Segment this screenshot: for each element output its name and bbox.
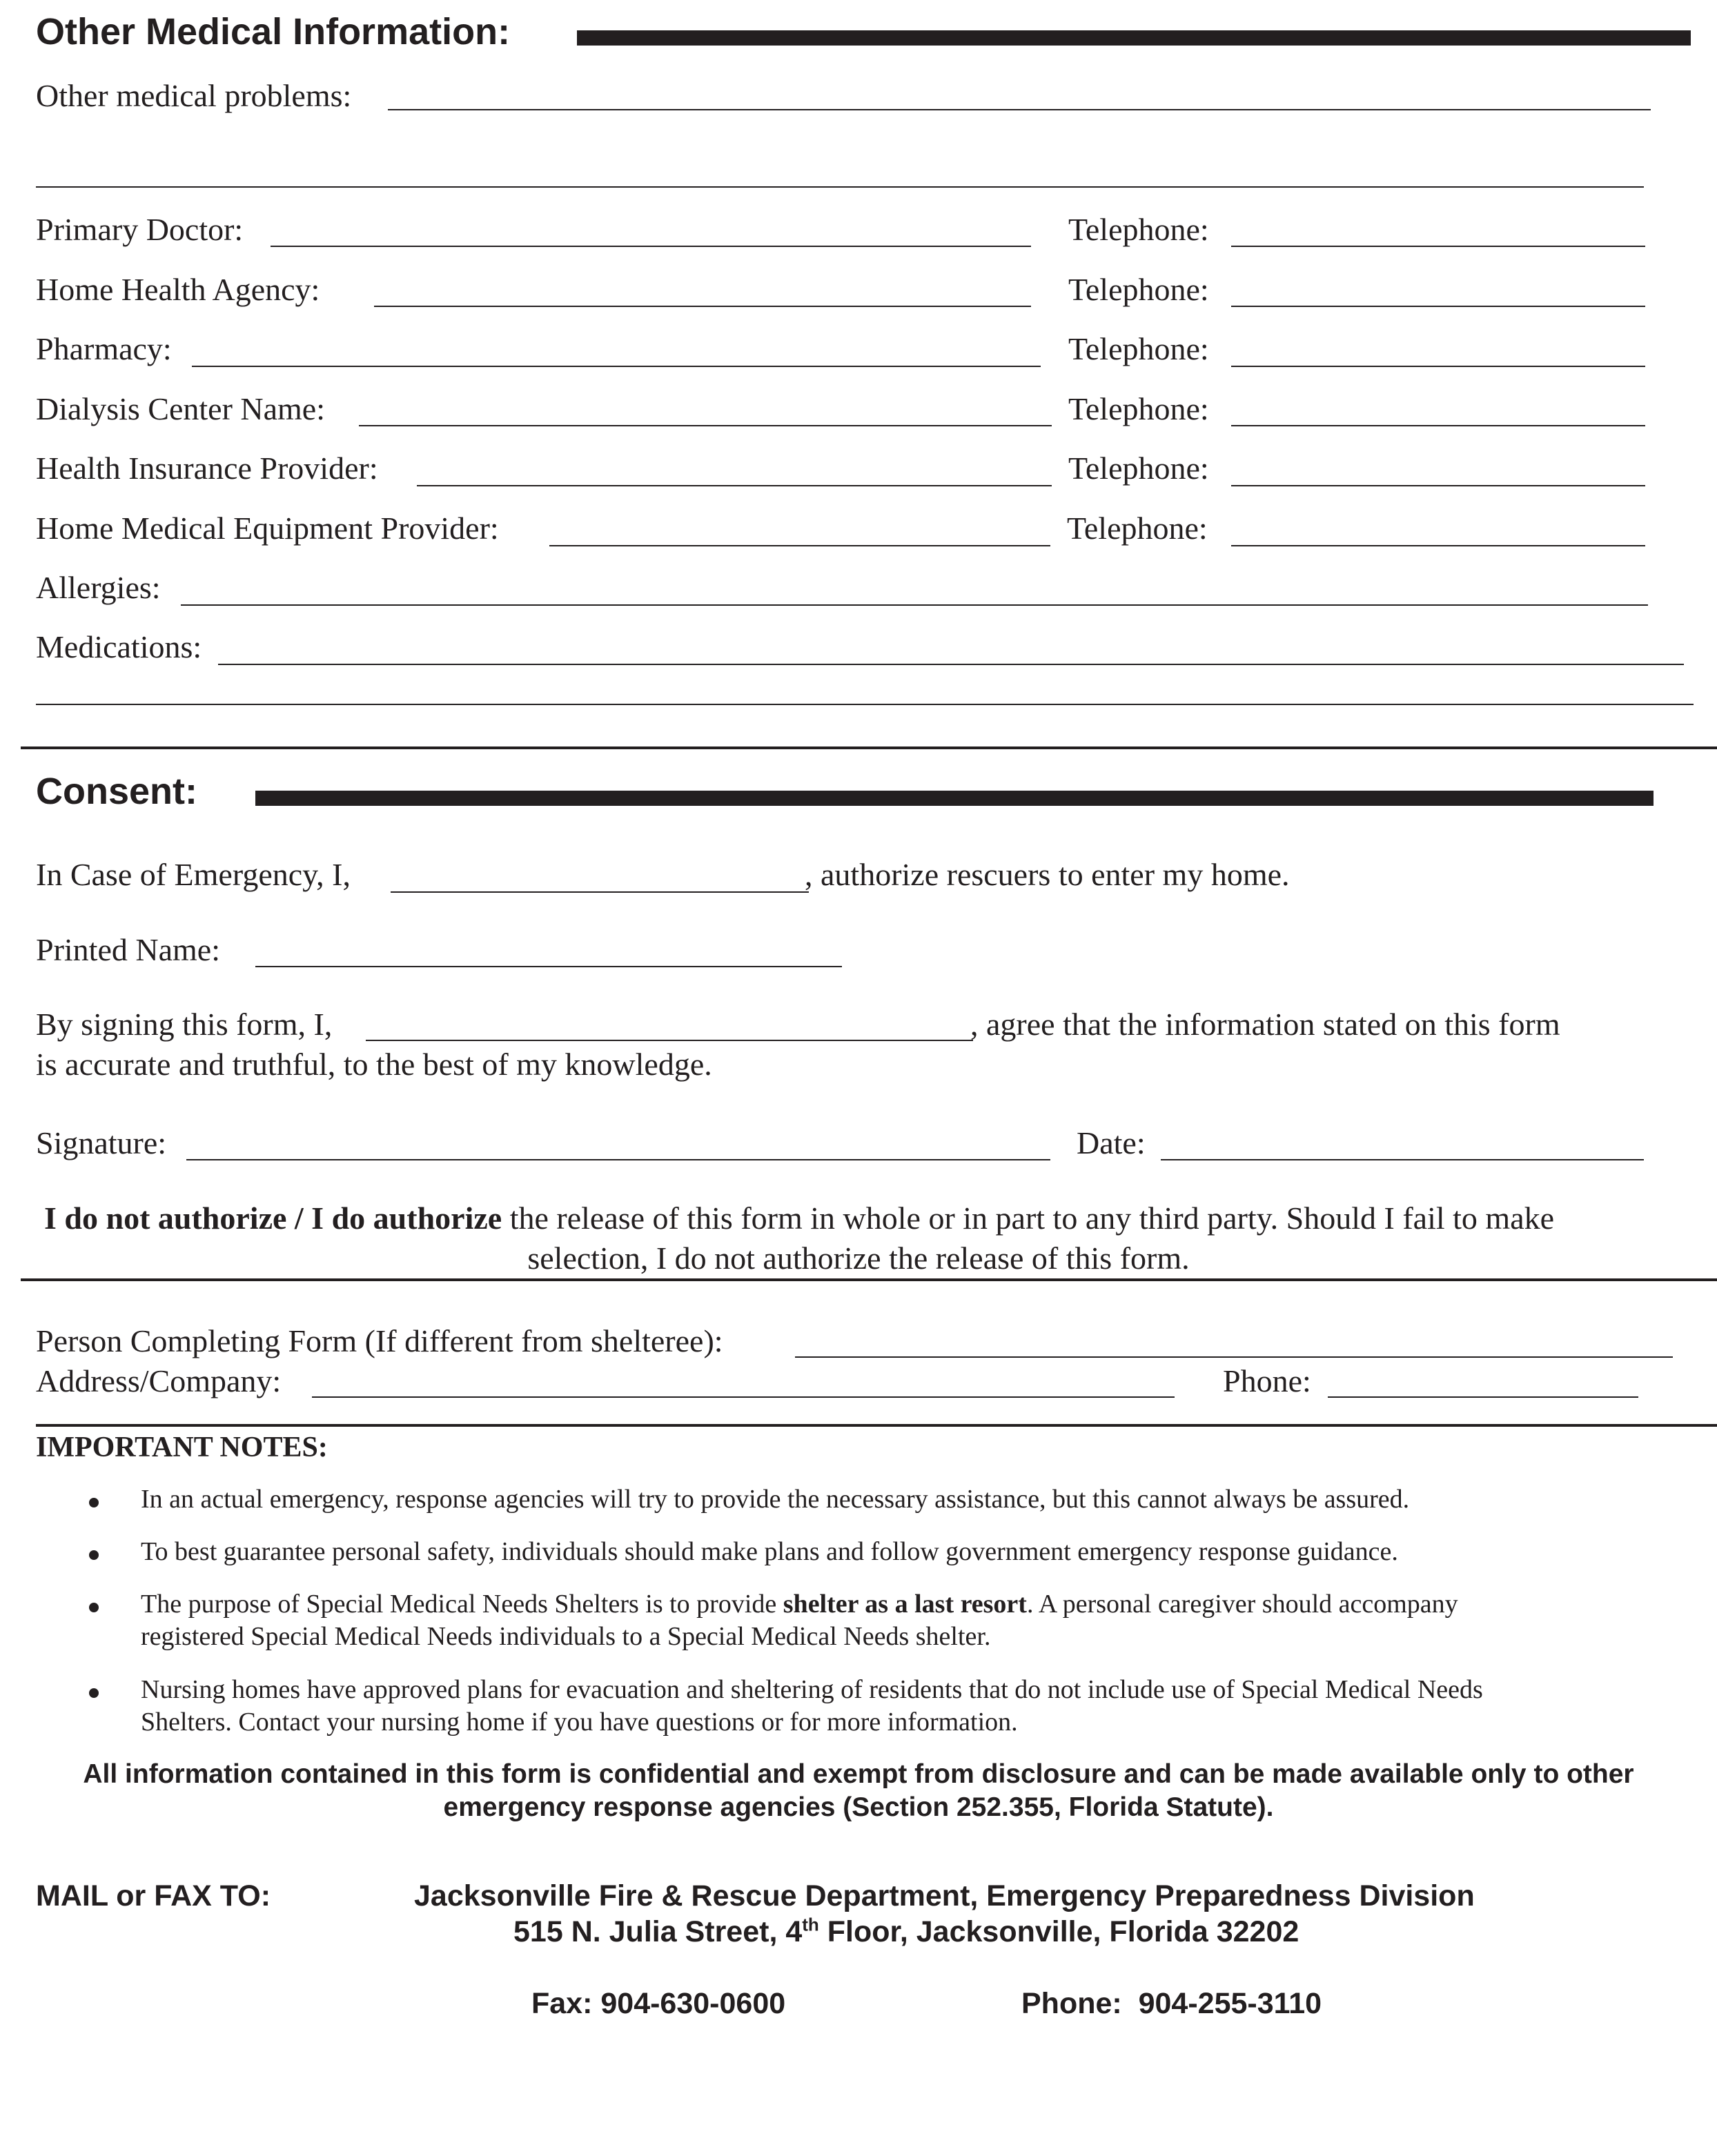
dialysis-telephone-label: Telephone: (1068, 391, 1209, 426)
note-4-line2: Shelters. Contact your nursing home if you have questions or for more information. (141, 1708, 1018, 1737)
note-1: In an actual emergency, response agencies will try to provide the necessary assistance, but this cannot always be assured. (141, 1485, 1410, 1514)
signature-label: Signature: (36, 1125, 167, 1160)
note-3 (141, 1588, 1458, 1621)
authorize-line2: selection, I do not authorize the release of this form. (527, 1240, 1190, 1276)
emergency-name-field[interactable] (391, 891, 809, 893)
pharmacy-label: Pharmacy: (36, 331, 172, 366)
home-health-field[interactable] (374, 306, 1031, 307)
consent-section-heading: Consent: (36, 771, 197, 812)
heading-bar (577, 30, 1691, 46)
signing-line2: is accurate and truthful, to the best of my knowledge. (36, 1047, 712, 1082)
bullet-icon (89, 1550, 99, 1560)
allergies-field[interactable] (181, 604, 1648, 606)
confidential-line2: emergency response agencies (Section 252.355, Florida Statute). (443, 1792, 1274, 1822)
equipment-telephone-label: Telephone: (1067, 511, 1208, 546)
note-3-line2: registered Special Medical Needs individuals to a Special Medical Needs shelter. (141, 1622, 991, 1651)
home-health-telephone-field[interactable] (1231, 306, 1645, 307)
consent-heading-bar (255, 791, 1654, 806)
primary-doctor-telephone-field[interactable] (1231, 246, 1645, 247)
mail-address-pre: 515 N. Julia Street, 4 (513, 1915, 803, 1948)
insurance-field[interactable] (417, 485, 1052, 486)
printed-name-label: Printed Name: (36, 932, 220, 967)
mail-address (513, 1914, 1299, 1950)
bullet-icon (89, 1603, 99, 1612)
address-company-field[interactable] (312, 1396, 1175, 1398)
signing-prefix: By signing this form, I, (36, 1007, 333, 1042)
date-label: Date: (1077, 1125, 1146, 1160)
pharmacy-field[interactable] (192, 366, 1041, 367)
note-3-pre: The purpose of Special Medical Needs Shelters is to provide (141, 1590, 783, 1619)
other-problems-label: Other medical problems: (36, 78, 352, 113)
signature-field[interactable] (186, 1159, 1050, 1160)
primary-doctor-telephone-label: Telephone: (1068, 212, 1209, 247)
phone-number: Phone: 904-255-3110 (1021, 1987, 1322, 2020)
other-problems-field-line2[interactable] (36, 186, 1644, 188)
authorize-choice[interactable]: I do not authorize / I do authorize (44, 1200, 502, 1236)
completer-phone-label: Phone: (1223, 1363, 1311, 1398)
equipment-field[interactable] (549, 545, 1050, 546)
completer-phone-field[interactable] (1328, 1396, 1638, 1398)
bullet-icon (89, 1688, 99, 1698)
emergency-suffix: , authorize rescuers to enter my home. (805, 857, 1290, 892)
equipment-telephone-field[interactable] (1231, 545, 1645, 546)
section-divider (36, 1424, 1717, 1427)
dialysis-label: Dialysis Center Name: (36, 391, 326, 426)
note-3-post: . A personal caregiver should accompany (1026, 1590, 1458, 1619)
signing-suffix: , agree that the information stated on this form (970, 1007, 1560, 1042)
allergies-label: Allergies: (36, 570, 161, 605)
fax-number: Fax: 904-630-0600 (531, 1987, 786, 2020)
notes-heading: IMPORTANT NOTES: (36, 1432, 328, 1463)
home-health-telephone-label: Telephone: (1068, 272, 1209, 307)
emergency-prefix: In Case of Emergency, I, (36, 857, 351, 892)
note-2: To best guarantee personal safety, individuals should make plans and follow government emergency response guidance. (141, 1537, 1398, 1566)
medications-label: Medications: (36, 629, 202, 664)
signing-name-field[interactable] (366, 1040, 973, 1041)
address-company-label: Address/Company: (36, 1363, 282, 1398)
primary-doctor-label: Primary Doctor: (36, 212, 244, 247)
dialysis-field[interactable] (359, 425, 1052, 426)
home-health-label: Home Health Agency: (36, 272, 320, 307)
primary-doctor-field[interactable] (271, 246, 1031, 247)
authorize-statement (44, 1200, 1554, 1237)
section-divider (21, 1278, 1717, 1281)
note-4-line1: Nursing homes have approved plans for evacuation and sheltering of residents that do not include use of Special Medical Needs (141, 1675, 1483, 1704)
equipment-label: Home Medical Equipment Provider: (36, 511, 499, 546)
medications-field[interactable] (218, 664, 1684, 665)
other-problems-field[interactable] (388, 109, 1651, 110)
mail-address-sup: th (802, 1914, 819, 1935)
insurance-label: Health Insurance Provider: (36, 451, 378, 486)
authorize-rest: the release of this form in whole or in part to any third party. Should I fail to make (502, 1200, 1555, 1236)
mail-address-post: Floor, Jacksonville, Florida 32202 (818, 1915, 1299, 1948)
mail-label: MAIL or FAX TO: (36, 1879, 271, 1912)
pharmacy-telephone-field[interactable] (1231, 366, 1645, 367)
pharmacy-telephone-label: Telephone: (1068, 331, 1209, 366)
insurance-telephone-label: Telephone: (1068, 451, 1209, 486)
medications-field-line2[interactable] (36, 704, 1694, 705)
date-field[interactable] (1161, 1159, 1644, 1160)
confidential-line1: All information contained in this form is confidential and exempt from disclosure and can be made available only to other (83, 1759, 1634, 1789)
insurance-telephone-field[interactable] (1231, 485, 1645, 486)
section-divider (21, 746, 1717, 749)
note-3-bold: shelter as a last resort (783, 1590, 1027, 1619)
person-completing-label: Person Completing Form (If different from shelteree): (36, 1323, 723, 1358)
mail-org: Jacksonville Fire & Rescue Department, Emergency Preparedness Division (414, 1879, 1475, 1912)
printed-name-field[interactable] (255, 966, 842, 967)
dialysis-telephone-field[interactable] (1231, 425, 1645, 426)
person-completing-field[interactable] (795, 1356, 1673, 1358)
bullet-icon (89, 1498, 99, 1507)
medical-section-heading: Other Medical Information: (36, 11, 511, 52)
